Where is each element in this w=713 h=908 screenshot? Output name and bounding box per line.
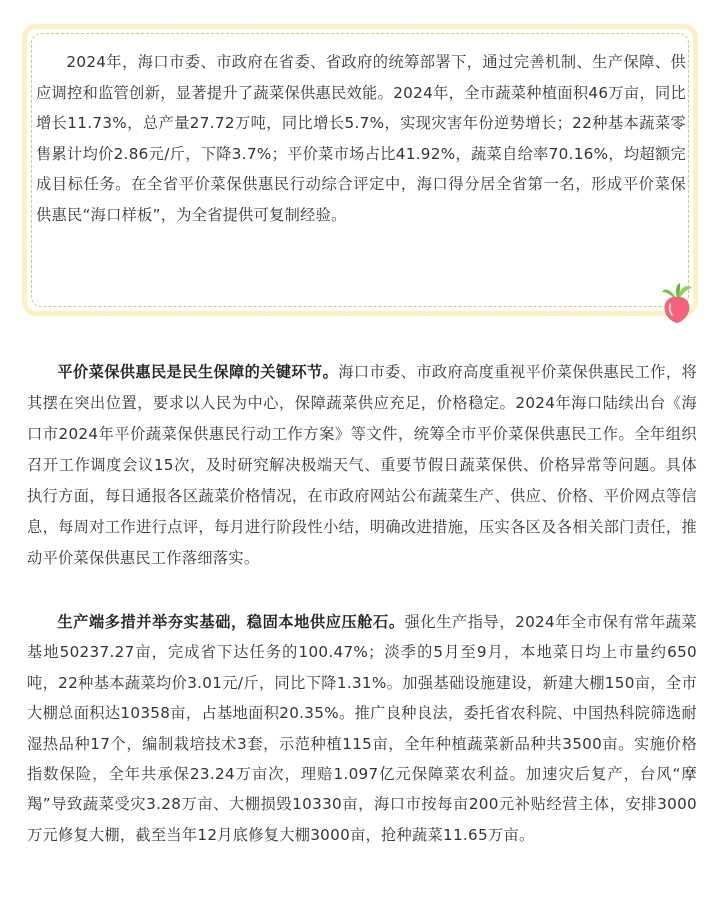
section-paragraph-production xyxy=(27,607,697,850)
summary-paragraph: 2024年，海口市委、市政府在省委、省政府的统筹部署下，通过完善机制、生产保障、供应调控和监管创新，显著提升了蔬菜保供惠民效能。2024年，全市蔬菜种植面积46万亩，同比增长11.73%，总产量27.72万吨，同比增长5.7%，实现灾害年份逆势增长；22种基本蔬菜零售累计均价2.86元/斤，下降3.7%；平价菜市场占比41.92%，蔬菜自给率70.16%，均超额完成目标任务。在全省平价菜保供惠民行动综合评定中，海口得分居全省第一名，形成平价菜保供惠民“海口样板”，为全省提供可复制经验。 xyxy=(36,53,686,224)
section-body-text: 海口市委、市政府高度重视平价菜保供惠民工作，将其摆在突出位置，要求以人民为中心，保障蔬菜供应充足，价格稳定。2024年海口陆续出台《海口市2024年平价蔬菜保供惠民行动工作方案》等文件，统筹全市平价菜保供惠民工作。全年组织召开工作调度会议15次，及时研究解决极端天气、重要节假日蔬菜保供、价格异常等问题。具体执行方面，每日通报各区蔬菜价格情况，在市政府网站公布蔬菜生产、供应、价格、平价网点等信息，每周对工作进行点评，每月进行阶段性小结，明确改进措施，压实各区及各相关部门责任，推动平价菜保供惠民工作落细落实。 xyxy=(27,363,697,567)
radish-icon xyxy=(656,282,698,324)
section-lead-heading: 生产端多措并举夯实基础，稳固本地供应压舱石。 xyxy=(57,613,405,631)
section-paragraph-price-supply xyxy=(27,357,697,574)
section-lead-heading: 平价菜保供惠民是民生保障的关键环节。 xyxy=(57,363,339,381)
section-body-text: 强化生产指导，2024年全市保有常年蔬菜基地50237.27亩，完成省下达任务的100.47%；淡季的5月至9月，本地菜日均上市量约650吨，22种基本蔬菜均价3.01元/斤，同比下降1.31%。加强基础设施建设，新建大棚150亩，全市大棚总面积达10358亩，占基地面积20.35%。推广良种良法，委托省农科院、中国热科院筛选耐湿热品种17个，编制栽培技术3套，示范种植115亩，全年种植蔬菜新品种共3500亩。实施价格指数保险，全年共承保23.24万亩次，理赔1.097亿元保障菜农利益。加速灾后复产，台风“摩羯”导致蔬菜受灾3.28万亩、大棚损毁10330亩，海口市按每亩200元补贴经营主体，安排3000万元修复大棚，截至当年12月底修复大棚3000亩，抢种蔬菜11.65万亩。 xyxy=(27,613,697,844)
